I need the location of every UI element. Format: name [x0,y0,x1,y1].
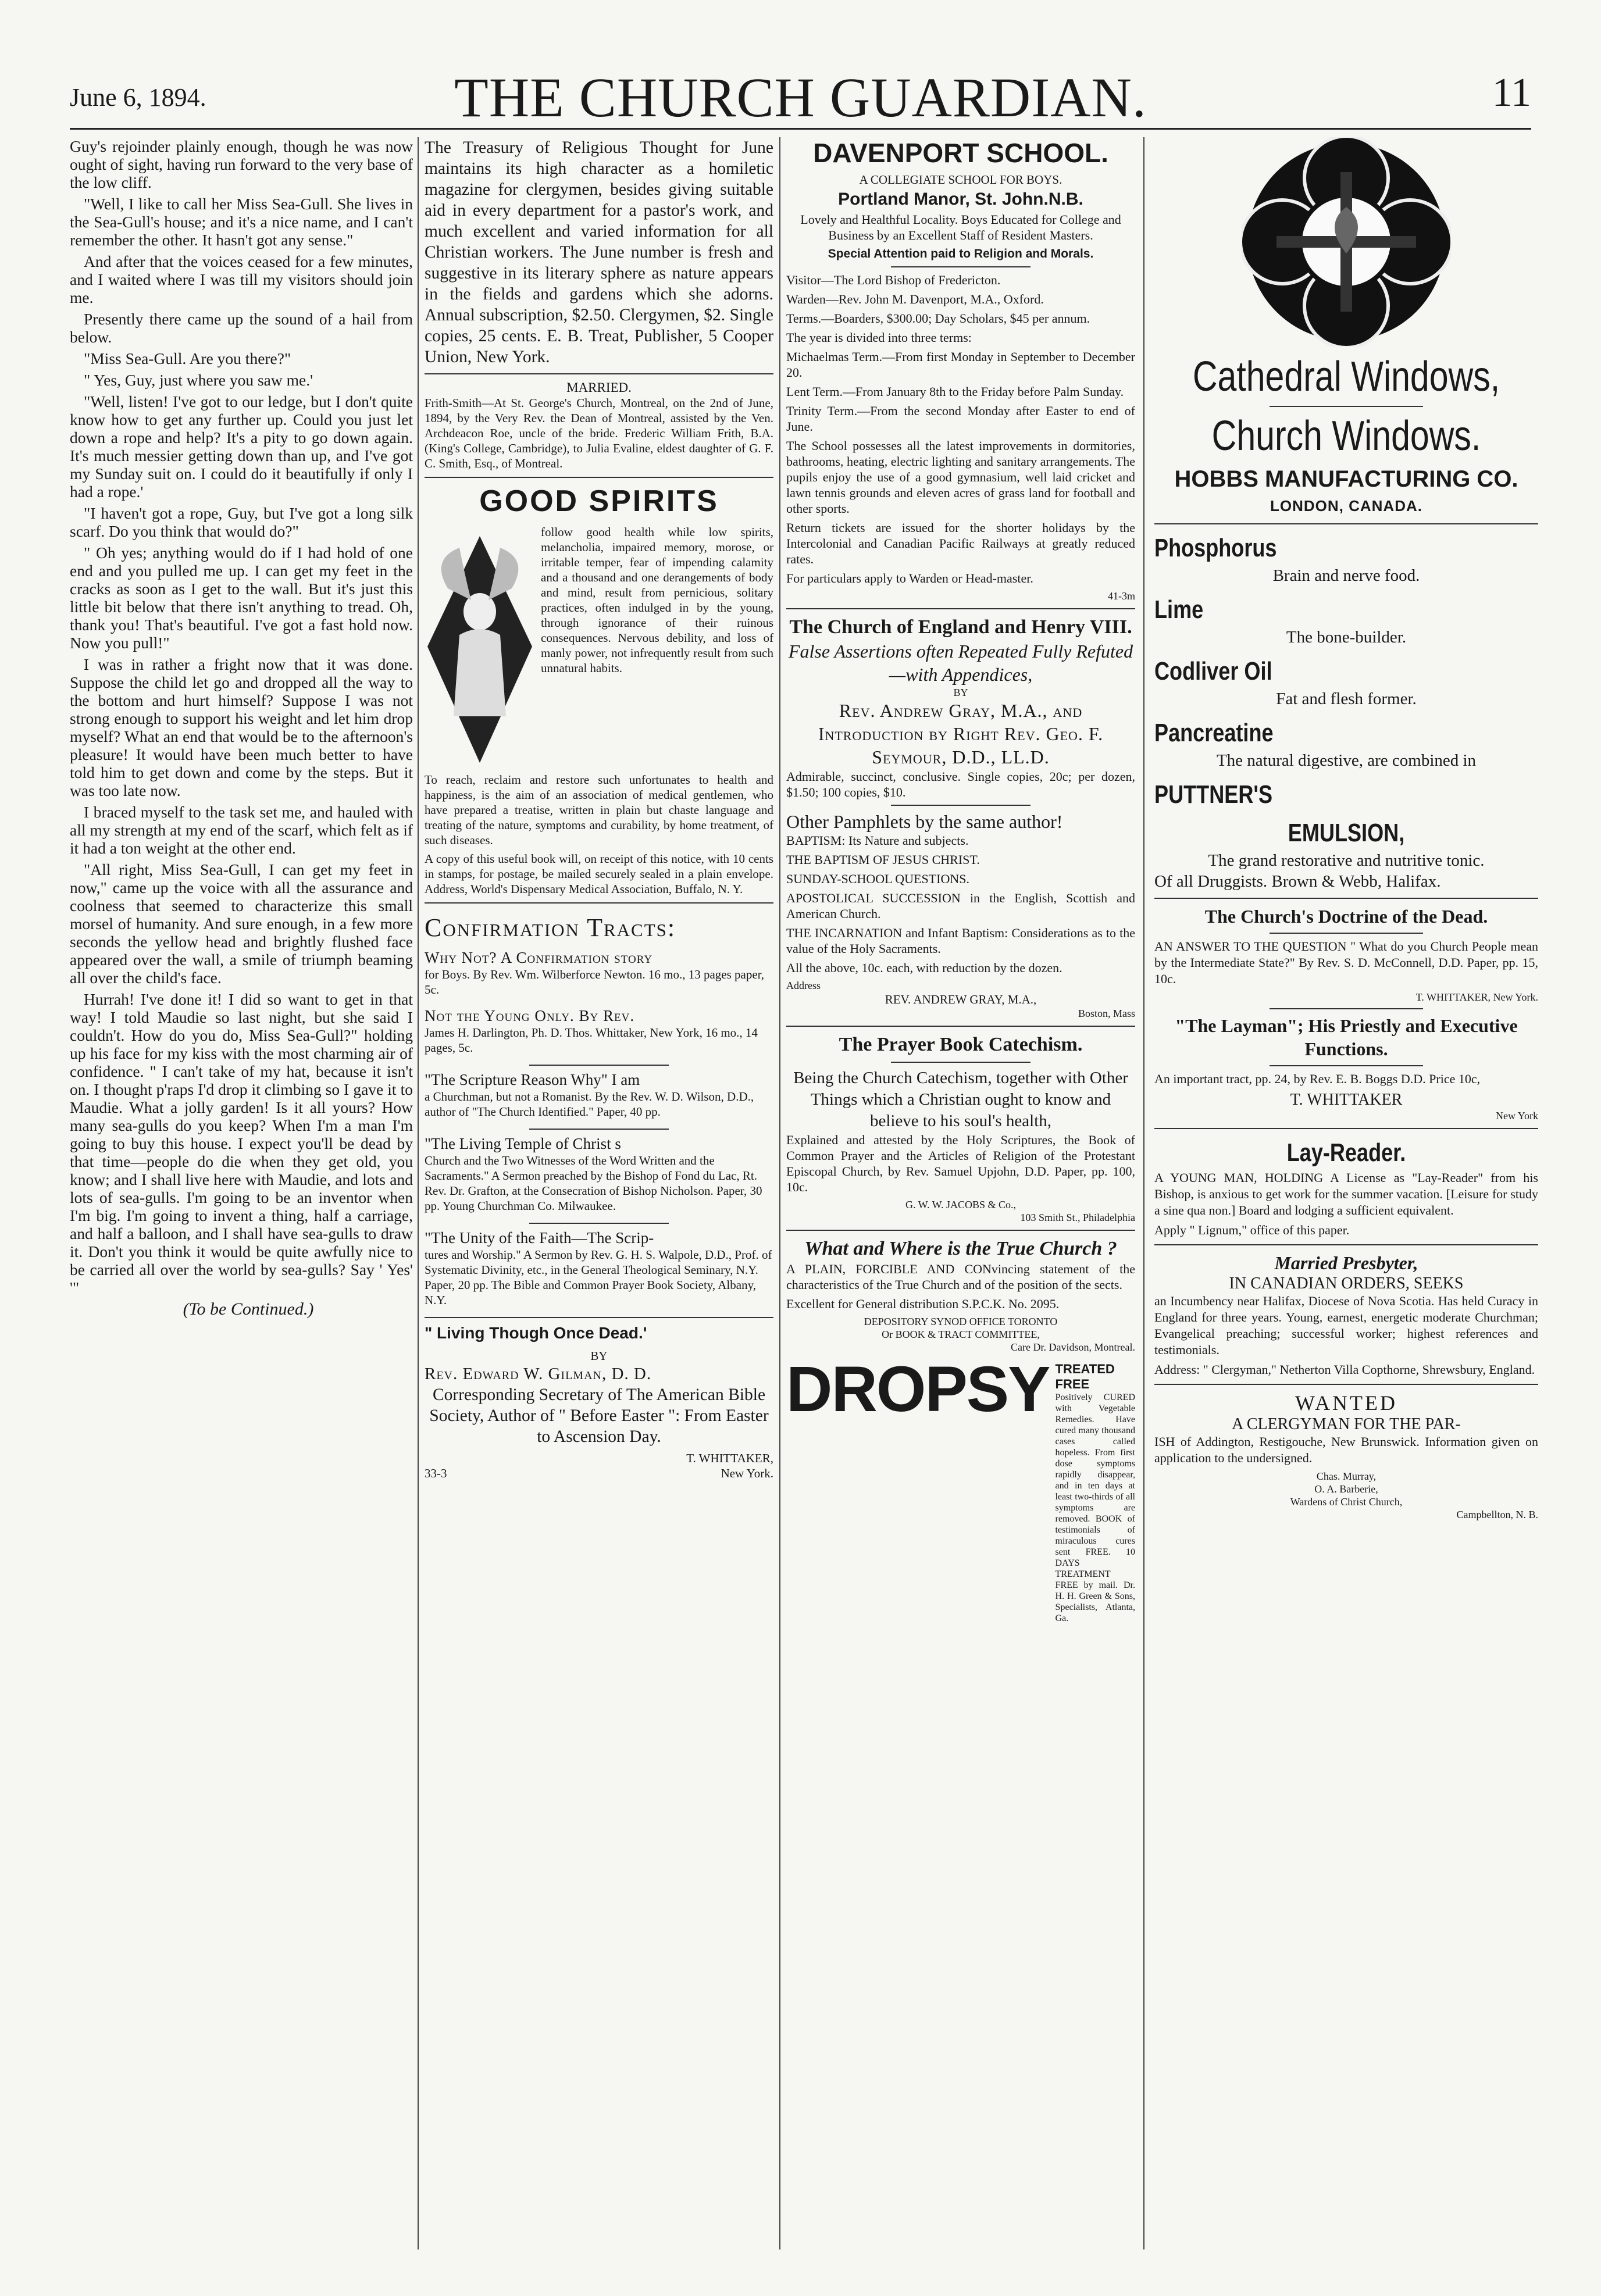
ingredient-desc: Brain and nerve food. [1272,566,1420,585]
doctrine-heading: The Church's Doctrine of the Dead. [1204,906,1488,927]
davenport-detail: The School possesses all the latest improvements in dormitories, bathrooms, heating, electric lighting and sanitary arrangements. The pupils enjoy the use of a good gymnasium, well laid cricket and lawn tennis grounds and eleven acres of grass land for football and other sports. [786,438,1135,516]
davenport-blurb: Lovely and Healthful Locality. Boys Educated for College and Business by an Excellent Staff of Resident Masters. [800,212,1121,242]
henry-price: Admirable, succinct, conclusive. Single copies, 20c; per dozen, $1.50; 100 copies, $10. [786,769,1135,799]
wanted-sign: Campbellton, N. B. [1456,1509,1538,1520]
tract-detail: a Churchman, but not a Romanist. By the Rev. W. D. Wilson, D.D., author of "The Church Identified." Paper, 40 pp. [425,1090,754,1119]
tract-item [425,1070,773,1119]
wanted-sign: Chas. Murray, [1316,1470,1377,1482]
ingredient-desc: The natural digestive, are combined in [1216,751,1477,770]
henry-heading: The Church of England and Henry VIII. [789,616,1132,638]
ingredient-name: Codliver Oil [1154,657,1272,685]
story-paragraph: Guy's rejoinder plainly enough, though he was now ought of sight, having run forward to the very base of the low cliff. [70,137,413,191]
tract-item [425,1006,773,1055]
divider [1154,1128,1538,1129]
to-be-continued: (To be Continued.) [183,1299,314,1319]
layman-city: New York [1495,1110,1538,1122]
stained-glass-emblem [1242,137,1451,347]
tract-detail: tures and Worship." A Sermon by Rev. G. H. S. Walpole, D.D., Prof. of Systematic Divinity, etc., in the General Theological Seminary, N.Y. Paper, 20 pp. The Bible and Common Prayer Book Society, Albany, N.Y. [425,1248,772,1307]
tract-title: Not the Young Only. By Rev. [425,1007,635,1024]
tract-detail: for Boys. By Rev. Wm. Wilberforce Newton. 16 mo., 13 pages paper, 5c. [425,967,765,997]
davenport-detail: Visitor—The Lord Bishop of Fredericton. [786,273,1001,287]
prayerbook-address: 103 Smith St., Philadelphia [1020,1212,1135,1223]
story-paragraph: "Well, I like to call her Miss Sea-Gull. She lives in the Sea-Gull's house; and it's a nice name, and I can't remember the other. It hasn't got any sense." [70,195,413,249]
wanted-sub: A CLERGYMAN FOR THE PAR- [1232,1415,1461,1433]
pamphlet-item: THE BAPTISM OF JESUS CHRIST. [786,852,980,867]
divider [1270,1065,1423,1066]
story-paragraph: I was in rather a fright now that it was done. Suppose the child let go and dropped all the way to the bottom and hurt himself? Suppose I was not strong enough to support his weight and let him drop myself? What an end that would be to the afternoon's pleasure! It would have been much better to have told him to get down and come by the steps. But it was too late now. [70,655,413,799]
good-spirits-text: follow good health while low spirits, melancholia, impaired memory, morose, or irritable temper, fear of impending calamity and a thousand and one derangements of body and mind, result from pernicious, solitary practices, often indulged in by the young, through ignorance of their ruinous consequences. Nervous debility, and loss of manly power, not infrequently result from such unnatural habits. [541,525,773,675]
layman-heading: "The Layman"; His Priestly and Executive Functions. [1175,1015,1518,1059]
confirmation-tracts-heading: Confirmation Tracts: [425,913,676,942]
whatwhere-depository: DEPOSITORY SYNOD OFFICE TORONTO [864,1316,1058,1327]
divider [425,477,773,478]
davenport-detail: Return tickets are issued for the shorter holidays by the Intercolonial and Canadian Pacific Railways at greatly reduced rates. [786,520,1135,566]
ingredient-name: Lime [1154,595,1204,624]
story-paragraph: "I haven't got a rope, Guy, but I've got a long silk scarf. Do you think that would do?" [70,504,413,540]
whatwhere-care: Care Dr. Davidson, Montreal. [1011,1341,1135,1353]
ingredient-name: Pancreatine [1154,719,1274,747]
living-footer [425,1466,773,1481]
puttner-brand: PUTTNER'S [1154,780,1273,809]
presbyter-heading: Married Presbyter, [1274,1252,1418,1273]
ad-code: 33-3 [425,1466,447,1480]
doctrine-publisher: T. WHITTAKER, New York. [1415,991,1538,1003]
divider [425,902,773,904]
good-spirits-text-3: A copy of this useful book will, on receipt of this notice, with 10 cents in stamps, for postage, be mailed securely sealed in a plain envelope. Address, World's Dispensary Medical Association, Buffalo, N. Y. [425,852,773,896]
divider [529,1065,669,1066]
story-paragraph: "Miss Sea-Gull. Are you there?" [84,349,291,367]
hobbs-city: LONDON, CANADA. [1270,497,1422,515]
ingredient-desc: The bone-builder. [1286,628,1407,647]
page-number: 11 [1492,70,1531,115]
dropsy-word: DROPSY [786,1354,1050,1425]
prayerbook-detail: Explained and attested by the Holy Scriptures, the Book of Common Prayer and the Articles of Religion of the Protestant Episcopal Church, by Rev. Samuel Upjohn, D.D. Paper, pp. 100, 10c. [786,1133,1135,1194]
good-spirits-text-2: To reach, reclaim and restore such unfortunates to health and happiness, is the aim of an association of medical gentlemen, who have prepared a treatise, written in plain but chaste language and treating of the nature, symptoms and curability, by home treatment, of such diseases. [425,773,773,847]
ad-code: 41-3m [1108,590,1135,602]
henry-other: Other Pamphlets by the same author! [786,811,1063,832]
story-paragraph: "All right, Miss Sea-Gull, I can get my feet in now," came up the voice with all the assurance and coolness that seemed to characterize this small morsel of humanity. And sure enough, in a few more seconds the yellow head and brightly flushed face appeared over the wall, a smile of triumph beaming all over the child's face. [70,860,413,987]
whatwhere-excellent: Excellent for General distribution S.P.C.K. No. 2095. [786,1297,1060,1311]
cathedral-windows-line: Cathedral Windows, [1192,353,1500,400]
davenport-special: Special Attention paid to Religion and Morals. [828,247,1094,260]
story-paragraph: Hurrah! I've done it! I did so want to get in that way! I told Maudie so last night, but she said I couldn't. How do you do, Miss Sea-Gull?" holding up his face for my kiss with the most charming air of confidence. " I can't take of my hat, because it isn't on. I thought p'raps I'd drop it climbing so I gave it to Maudie. What a jolly garden! Is it all yours? How many sea-gulls do you keep? When I'm a man I'm going to buy this house. I expect you'll be dead by that time—people do die when they get old, you know; and I shall live here with Maudie, and lots and lots of sea-gulls. I'm going to be an inventor when I'm big. I'm going to invent a thing, half a carriage, and half a balloon, and I shall have sea-gulls to draw it. Don't you think it would be quite awfully nice to be carried all over the world by sea-gulls? Say ' Yes' '" [70,990,413,1297]
issue-date: June 6, 1894. [70,83,206,112]
divider [1270,1008,1423,1009]
tract-title: "The Scripture Reason Why" I am [425,1071,640,1088]
pamphlet-item: APOSTOLICAL SUCCESSION in the English, Scottish and American Church. [786,891,1135,921]
married-heading: MARRIED. [566,380,632,395]
living-though-heading: " Living Though Once Dead.' [425,1324,647,1342]
living-city: New York. [721,1466,773,1480]
prayerbook-text: Being the Church Catechism, together with Other Things which a Christian ought to know and believe to his soul's health, [793,1069,1128,1130]
living-publisher: T. WHITTAKER, [686,1451,773,1465]
divider [425,373,773,374]
story-paragraph: And after that the voices ceased for a few minutes, and I waited where I was till my visitors should join me. [70,252,413,306]
ingredient-desc: Fat and flesh former. [1276,690,1417,708]
presbyter-sub: IN CANADIAN ORDERS, SEEKS [1229,1274,1464,1292]
wanted-heading: WANTED [1295,1391,1397,1415]
dropsy-text: Positively CURED with Vegetable Remedies. Have cured many thousand cases called hopeless. From first dose symptoms rapidly disappear, and in ten days at least two-thirds of all symptoms are removed. BOOK of testimonials of miraculous cures sent FREE. 10 DAYS TREATMENT FREE by mail. Dr. H. H. Green & Sons, Specialists, Atlanta, Ga. [1055,1392,1135,1623]
puttner-tagline: The grand restorative and nutritive tonic. [1208,851,1485,870]
tract-item [425,948,773,997]
divider [425,1317,773,1318]
good-spirits-ad [425,524,773,897]
tract-title: "The Unity of the Faith—The Scrip- [425,1229,654,1247]
tract-detail: James H. Darlington, Ph. D. Thos. Whittaker, New York, 16 mo., 14 pages, 5c. [425,1026,758,1055]
whatwhere-heading: What and Where is the True Church ? [804,1238,1117,1259]
davenport-detail: Trinity Term.—From the second Monday after Easter to end of June. [786,404,1135,434]
story-paragraph: Presently there came up the sound of a hail from below. [70,310,413,346]
divider [1270,933,1423,934]
divider [529,1223,669,1224]
column-rule [1143,137,1144,2249]
column-rule [779,137,780,2249]
henry-author: Rev. Andrew Gray, M.A., and Introduction by Right Rev. Geo. F. Seymour, D.D., LL.D. [818,700,1104,767]
layreader-heading: Lay-Reader. [1286,1138,1406,1167]
address-label: Address [786,980,821,991]
henry-by: BY [953,687,968,698]
presbyter-address: Address: " Clergyman," Netherton Villa Copthorne, Shrewsbury, England. [1154,1362,1535,1377]
living-author: Rev. Edward W. Gilman, D. D. [425,1365,652,1383]
puttner-emulsion: EMULSION, [1288,819,1405,847]
divider [1154,523,1538,524]
hobbs-company: HOBBS MANUFACTURING CO. [1174,466,1518,492]
living-desc: Corresponding Secretary of The American Bible Society, Author of " Before Easter ": From Easter to Ascension Day. [429,1386,769,1446]
pamphlet-item: SUNDAY-SCHOOL QUESTIONS. [786,872,969,886]
davenport-place: Portland Manor, St. John.N.B. [838,190,1083,209]
column-rule [418,137,419,2249]
davenport-detail: Lent Term.—From January 8th to the Friday before Palm Sunday. [786,384,1124,399]
angel-illustration [425,524,535,769]
column-three [786,137,1135,2249]
pamphlet-item: All the above, 10c. each, with reduction by the dozen. [786,960,1062,975]
puttner-druggists: Of all Druggists. Brown & Webb, Halifax. [1154,872,1441,891]
dropsy-ad [786,1354,1135,1627]
dropsy-head: TREATED FREE [1055,1362,1115,1391]
davenport-detail: Michaelmas Term.—From first Monday in September to December 20. [786,349,1135,380]
pamphlet-item: BAPTISM: Its Nature and subjects. [786,833,969,848]
divider [1270,406,1423,407]
wanted-text: ISH of Addington, Restigouche, New Brunswick. Information given on application to the undersigned. [1154,1434,1538,1465]
layman-publisher: T. WHITTAKER [1290,1091,1403,1109]
column-two [425,137,773,2249]
davenport-detail: The year is divided into three terms: [786,330,972,345]
pamphlet-item: THE INCARNATION and Infant Baptism: Considerations as to the value of the Holy Sacraments. [786,926,1135,956]
whatwhere-or: Or BOOK & TRACT COMMITTEE, [882,1329,1040,1340]
divider [786,1026,1135,1027]
prayerbook-heading: The Prayer Book Catechism. [839,1034,1083,1055]
ingredient-name: Phosphorus [1154,534,1277,562]
tract-detail: Church and the Two Witnesses of the Word Written and the Sacraments." A Sermon preached by the Bishop of Fond du Lac, Rt. Rev. Dr. Grafton, at the Consecration of Bishop Nicholson. Paper, 30 pp. Young Churchman Co. Milwaukee. [425,1154,762,1213]
henry-address: REV. ANDREW GRAY, M.A., [885,992,1037,1006]
story-paragraph: I braced myself to the task set me, and hauled with all my strength at my end of the scarf, which felt as if it had a ton weight at the other end. [70,803,413,857]
divider [891,266,1031,267]
story-column [70,137,413,2249]
whatwhere-text: A PLAIN, FORCIBLE AND CONvincing statement of the characteristics of the True Church and of the position of the sects. [786,1262,1135,1292]
wanted-sign: O. A. Barberie, [1314,1483,1378,1495]
story-paragraph: " Yes, Guy, just where you saw me.' [84,371,313,389]
divider [1154,1244,1538,1245]
davenport-detail: Warden—Rev. John M. Davenport, M.A., Oxford. [786,292,1044,306]
davenport-heading: DAVENPORT SCHOOL. [813,138,1108,168]
henry-city: Boston, Mass [1078,1008,1135,1019]
treasury-notice: The Treasury of Religious Thought for June maintains its high character as a homiletic magazine for clergymen, besides giving suitable aid in every department for a pastor's work, and much excellent and varied information for all Christian workers. The June number is fresh and suggestive in its literary sphere as nature appears in the fields and gardens which she adorns. Annual subscription, $2.50. Clergymen, $2. Single copies, 25 cents. E. B. Treat, Publisher, 5 Cooper Union, New York. [425,138,773,366]
presbyter-text: an Incumbency near Halifax, Diocese of Nova Scotia. Has held Curacy in England for three years. Young, earnest, energetic moderate Churchman; Evangelical preaching; successful worker; highest references and testimonials. [1154,1294,1538,1357]
divider [1154,1384,1538,1385]
column-four [1154,137,1538,2249]
good-spirits-heading: GOOD SPIRITS [479,484,719,518]
divider [786,608,1135,609]
divider [529,1129,669,1130]
wanted-sign: Wardens of Christ Church, [1290,1496,1403,1508]
divider [786,1230,1135,1231]
living-by: BY [590,1349,608,1363]
henry-sub: False Assertions often Repeated Fully Refuted—with Appendices, [788,641,1133,685]
layreader-text: A YOUNG MAN, HOLDING A License as "Lay-Reader" from his Bishop, is anxious to get work for the summer vacation. [Leisure for study a sine qua non.] Board and lodging a sufficient equivalent. [1154,1170,1538,1217]
tract-title: "The Living Temple of Christ s [425,1135,621,1152]
layreader-apply: Apply " Lignum," office of this paper. [1154,1223,1350,1237]
divider [891,805,1031,806]
prayerbook-publisher: G. W. W. JACOBS & Co., [905,1199,1017,1211]
layman-text: An important tract, pp. 24, by Rev. E. B. Boggs D.D. Price 10c, [1154,1072,1481,1086]
tract-item [425,1229,773,1308]
davenport-detail: Terms.—Boarders, $300.00; Day Scholars, $45 per annum. [786,311,1090,326]
tract-item [425,1134,773,1213]
divider [891,1062,1031,1063]
divider [1154,898,1538,899]
married-notice: Frith-Smith—At St. George's Church, Montreal, on the 2nd of June, 1894, by the Very Rev. the Dean of Montreal, assisted by the Ven. Archdeacon Roe, uncle of the bride. Frederic William Frith, B.A. (King's College, Cambridge), to Julia Evaline, eldest daughter of G. F. C. Smith, Esq., of Montreal. [425,396,773,470]
story-paragraph: " Oh yes; anything would do if I had hold of one end and you pulled me up. I can get my feet in the cracks as soon as I get to the wall. But it's just this little bit below that there isn't anything to tread. Oh, thank you! That's beautiful. I've got a fast hold now. Now you pull!" [70,544,413,652]
tract-title: Why Not? A Confirmation story [425,949,653,966]
story-paragraph: "Well, listen! I've got to our ledge, but I don't quite know how to get any further up. Could you just let down a rope and help? It's a pity to go down again. It's much messier getting down than up, and I've got my Sunday suit on. I could do it beautifully if only I had a rope.' [70,392,413,501]
davenport-detail: For particulars apply to Warden or Head-master. [786,571,1033,585]
doctrine-text: AN ANSWER TO THE QUESTION " What do you Church People mean by the Intermediate State?" By Rev. S. D. McConnell, D.D. Paper, pp. 15, 10c. [1154,939,1538,986]
masthead [70,58,1531,130]
newspaper-title: THE CHURCH GUARDIAN. [454,66,1147,128]
davenport-sub: A COLLEGIATE SCHOOL FOR BOYS. [859,173,1062,187]
church-windows-line: Church Windows. [1211,413,1481,459]
